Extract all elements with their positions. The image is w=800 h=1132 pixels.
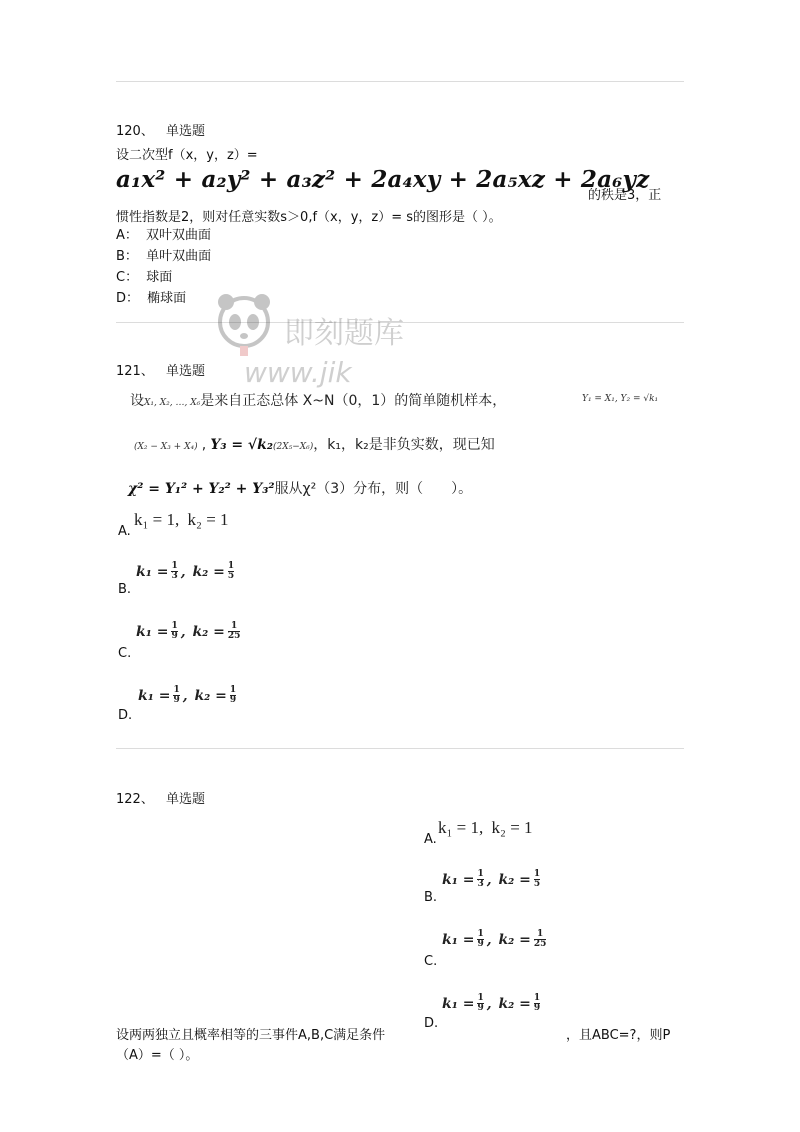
y-definition: Y₁ = X₁, Y₂ = √k₁ — [582, 394, 659, 404]
option-text: 单叶双曲面 — [146, 249, 212, 264]
question-stem-line2: （A）=（ ）。 — [116, 1048, 199, 1063]
x-combination: (X₂ − X₃ + X₄) — [134, 442, 198, 452]
question-type: 单选题 — [165, 364, 205, 379]
option-text: 椭球面 — [147, 291, 187, 306]
stem-text: 服从χ²（3）分布，则（ ）。 — [274, 481, 473, 497]
divider-top — [116, 81, 684, 82]
question-number: 121、 — [116, 364, 154, 379]
option-formula: k₁ = 1, k₂ = 1 — [438, 818, 533, 837]
option-formula: k₁ = $\frac{1}{9}$ , k₂ = $\frac{1}{25}$ — [136, 621, 241, 641]
stem-text: 是来自正态总体 X~N（0，1）的简单随机样本， — [200, 393, 507, 409]
quadratic-form-formula: a₁x² + a₂y² + a₃z² + 2a₄xy + 2a₅xz + 2a₆yz — [116, 166, 650, 193]
y3-argument: (2X₅−X₆) — [272, 442, 314, 452]
option-letter: C： — [116, 270, 139, 285]
option-letter: A. — [424, 832, 437, 847]
option-formula: k₁ = $\frac{1}{3}$ , k₂ = $\frac{1}{5}$ — [442, 869, 541, 889]
option-formula: k₁ = $\frac{1}{9}$ , k₂ = $\frac{1}{9}$ — [138, 685, 237, 705]
question-number: 120、 — [116, 124, 154, 139]
y3-definition: Y₃ = √k₂ — [210, 437, 273, 453]
question-stem-right: ，且ABC=?，则P — [566, 1028, 671, 1043]
answer-options-120 — [116, 224, 211, 308]
stem-text: ，k₁，k₂是非负实数，现已知 — [313, 437, 495, 453]
option-letter: C. — [424, 954, 438, 969]
sample-variables: X₁, X₂, …, X₆ — [144, 398, 201, 408]
question-stem-line1 — [130, 390, 506, 410]
option-formula: k₁ = $\frac{1}{9}$ , k₂ = $\frac{1}{9}$ — [442, 993, 541, 1013]
option-d[interactable] — [116, 287, 211, 308]
option-formula: k₁ = $\frac{1}{9}$ , k₂ = $\frac{1}{25}$ — [442, 929, 547, 949]
watermark-url: www.jik — [244, 356, 352, 389]
stem-prefix: 设 — [130, 393, 144, 409]
option-letter: D. — [424, 1016, 439, 1031]
option-formula: k₁ = 1, k₂ = 1 — [134, 510, 229, 529]
question-stem-line1: 设二次型f（x，y，z）= — [116, 148, 258, 163]
question-stem-line3 — [128, 478, 472, 498]
question-header-120 — [116, 120, 205, 139]
option-letter: C. — [118, 646, 132, 661]
option-text: 球面 — [146, 270, 173, 285]
question-type: 单选题 — [165, 792, 205, 807]
question-header-121 — [116, 360, 205, 379]
option-b[interactable] — [116, 245, 211, 266]
question-stem-left: 设两两独立且概率相等的三事件A,B,C满足条件 — [116, 1028, 386, 1043]
option-c[interactable] — [116, 266, 211, 287]
option-letter: B. — [118, 582, 132, 597]
option-letter: A. — [118, 524, 131, 539]
option-a[interactable] — [116, 224, 211, 245]
option-letter: B： — [116, 249, 138, 264]
panda-logo-icon — [214, 290, 274, 360]
question-type: 单选题 — [165, 124, 205, 139]
option-formula: k₁ = $\frac{1}{3}$ , k₂ = $\frac{1}{5}$ — [136, 561, 235, 581]
option-letter: A： — [116, 228, 138, 243]
watermark-brand: 即刻题库 — [284, 316, 404, 351]
question-stem-line3: 惯性指数是2，则对任意实数s＞0,f（x，y，z）= s的图形是（ ）。 — [116, 210, 502, 225]
chi-square-formula: χ² = Y₁² + Y₂² + Y₃² — [128, 481, 275, 497]
question-stem-tail: 的秩是3，正 — [588, 188, 662, 203]
option-letter: B. — [424, 890, 438, 905]
question-header-122 — [116, 788, 205, 807]
question-number: 122、 — [116, 792, 154, 807]
question-stem-line2: (X₂ − X₃ + X₄) , Y₃ = √k₂(2X₅−X₆)，k₁，k₂是非负实数，现已知 — [134, 437, 495, 453]
watermark — [214, 288, 454, 398]
option-letter: D： — [116, 291, 140, 306]
option-letter: D. — [118, 708, 133, 723]
option-text: 双叶双曲面 — [146, 228, 212, 243]
question-stem-formula — [116, 166, 684, 203]
divider-121-122 — [116, 748, 684, 749]
